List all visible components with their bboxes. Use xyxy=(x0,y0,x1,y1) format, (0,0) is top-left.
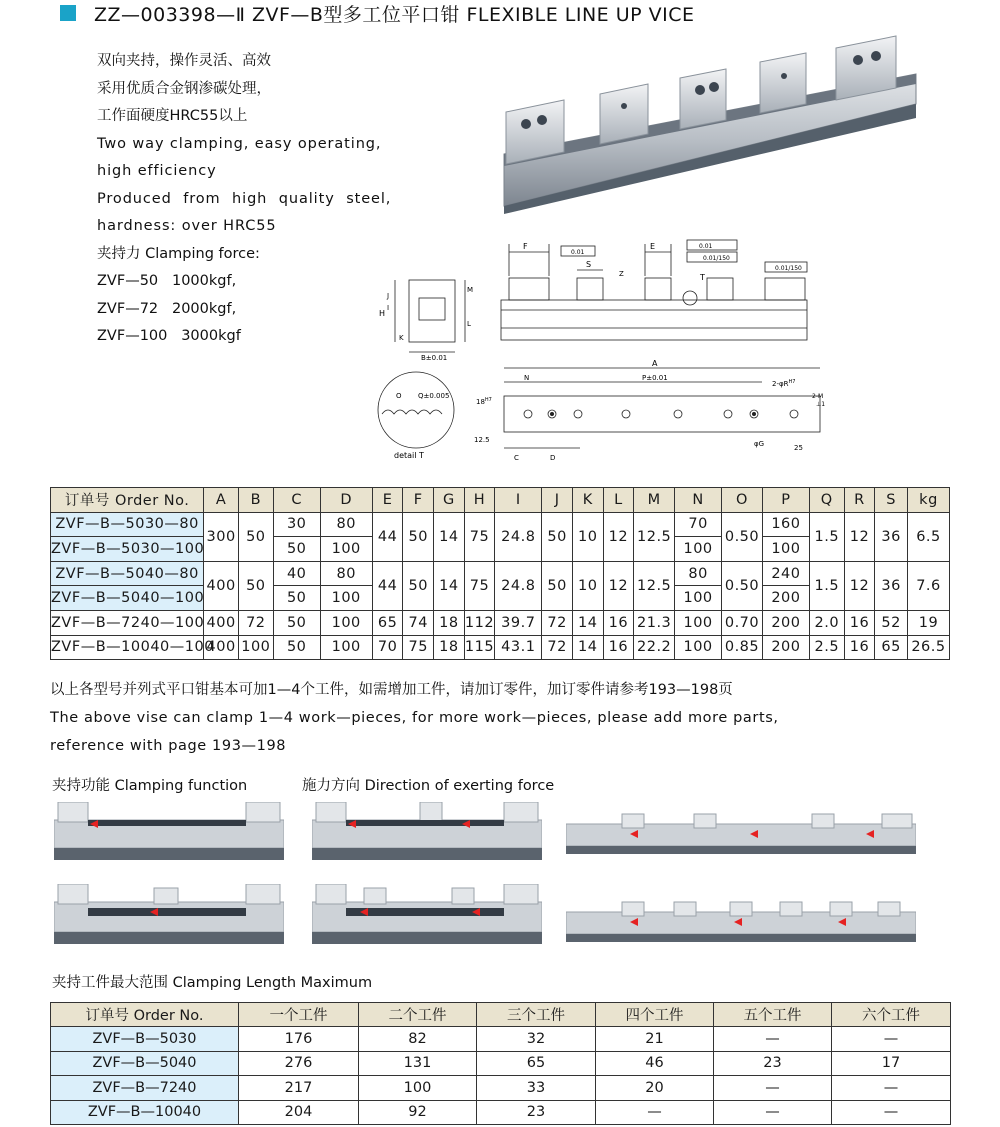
product-photo xyxy=(500,34,920,214)
dim-K: K xyxy=(399,334,404,342)
dim-R: $2-\varphi R^{H7}$ xyxy=(772,379,796,388)
order-cell: ZVF—B—10040—100 xyxy=(51,635,204,660)
cell-H: 75 xyxy=(464,512,495,561)
cell-S: 52 xyxy=(875,610,908,635)
cell-I: 39.7 xyxy=(495,610,542,635)
cell-G: 18 xyxy=(434,635,465,660)
order-cell: ZVF—B—5040—80 xyxy=(51,561,204,586)
range-cell: 92 xyxy=(359,1100,477,1124)
range-header-1: 一个工件 xyxy=(239,1003,359,1027)
cell-C: 40 xyxy=(273,561,320,586)
spec-header-row xyxy=(51,488,950,513)
cell-C: 50 xyxy=(273,635,320,660)
feature-cn-3: 工作面硬度HRC55以上 xyxy=(97,108,248,124)
spec-header-E: E xyxy=(372,488,403,513)
cell-Q: 1.5 xyxy=(809,512,844,561)
force-line-1 xyxy=(97,268,387,296)
table-row xyxy=(51,1027,951,1051)
cell-D: 100 xyxy=(320,586,372,611)
range-cell: 17 xyxy=(832,1051,951,1075)
range-cell: — xyxy=(832,1027,951,1051)
cell-E: 70 xyxy=(372,635,403,660)
force-model-3: ZVF—100 xyxy=(97,328,168,344)
cell-M: 12.5 xyxy=(634,561,675,610)
table-row xyxy=(51,1076,951,1100)
dim-L: L xyxy=(467,320,471,328)
vise-illustration-1 xyxy=(54,802,284,864)
table-row xyxy=(51,1100,951,1124)
cell-F: 50 xyxy=(403,561,434,610)
cell-I: 24.8 xyxy=(495,512,542,561)
dim-T: T xyxy=(700,273,705,282)
force-value-2: 2000kgf, xyxy=(171,300,237,317)
vise-illustration-6 xyxy=(566,898,916,948)
cell-O: 0.50 xyxy=(722,561,763,610)
range-header-6: 六个工件 xyxy=(832,1003,951,1027)
cell-O: 0.50 xyxy=(722,512,763,561)
cell-R: 16 xyxy=(844,635,875,660)
cell-K: 10 xyxy=(572,512,603,561)
spec-header-S: S xyxy=(875,488,908,513)
range-header-3: 三个工件 xyxy=(477,1003,596,1027)
order-cell: ZVF—B—7240 xyxy=(51,1076,239,1100)
dim-N: N xyxy=(524,374,530,382)
cell-P: 200 xyxy=(762,586,809,611)
table-row xyxy=(51,1051,951,1075)
cell-L: 12 xyxy=(603,512,634,561)
cell-P: 240 xyxy=(762,561,809,586)
cell-kg: 26.5 xyxy=(907,635,949,660)
spec-header-D: D xyxy=(320,488,372,513)
dim-F: F xyxy=(523,242,528,251)
cell-N: 100 xyxy=(675,537,722,562)
cell-M: 12.5 xyxy=(634,512,675,561)
dim-E: E xyxy=(650,242,656,251)
cell-Q: 1.5 xyxy=(809,561,844,610)
note-en-2: reference with page 193—198 xyxy=(50,738,287,754)
cell-A: 400 xyxy=(204,561,239,610)
cell-E: 44 xyxy=(372,512,403,561)
tol-2: 0.01 xyxy=(699,243,713,250)
range-header-row xyxy=(51,1003,951,1027)
table-row xyxy=(51,635,950,660)
cell-O: 0.85 xyxy=(722,635,763,660)
cell-S: 36 xyxy=(875,561,908,610)
cell-S: 36 xyxy=(875,512,908,561)
dim-J: J xyxy=(387,292,390,300)
range-cell: 32 xyxy=(477,1027,596,1051)
cell-kg: 19 xyxy=(907,610,949,635)
note-en-1: The above vise can clamp 1—4 work—pieces, for more work—pieces, please add more parts, xyxy=(50,710,779,726)
cell-F: 50 xyxy=(403,512,434,561)
tol-3: 0.01/150 xyxy=(703,255,730,262)
cell-Q: 2.5 xyxy=(809,635,844,660)
range-cell: 46 xyxy=(596,1051,714,1075)
feature-cn-2: 采用优质合金钢渗碳处理， xyxy=(97,80,271,97)
cell-E: 65 xyxy=(372,610,403,635)
range-cell: 65 xyxy=(477,1051,596,1075)
force-line-2 xyxy=(97,296,390,324)
range-header-4: 四个工件 xyxy=(596,1003,714,1027)
cell-E: 44 xyxy=(372,561,403,610)
spec-header-B: B xyxy=(238,488,273,513)
range-cell: — xyxy=(714,1076,832,1100)
range-cell: — xyxy=(832,1076,951,1100)
cell-kg: 7.6 xyxy=(907,561,949,610)
cell-C: 30 xyxy=(273,512,320,537)
order-cell: ZVF—B—5030 xyxy=(51,1027,239,1051)
title-bar xyxy=(60,0,695,26)
cell-B: 72 xyxy=(238,610,273,635)
feature-en-4: hardness: over HRC55 xyxy=(97,218,277,234)
dim-H: H xyxy=(379,309,386,318)
cell-C: 50 xyxy=(273,537,320,562)
order-cell: ZVF—B—5030—100 xyxy=(51,537,204,562)
cell-D: 100 xyxy=(320,635,372,660)
spec-header-R: R xyxy=(844,488,875,513)
cell-G: 14 xyxy=(434,512,465,561)
dim-Q: Q±0.005 xyxy=(418,392,450,400)
cell-D: 100 xyxy=(320,537,372,562)
cell-A: 400 xyxy=(204,635,239,660)
cell-Q: 2.0 xyxy=(809,610,844,635)
order-cell: ZVF—B—5040—100 xyxy=(51,586,204,611)
cell-J: 72 xyxy=(542,610,573,635)
order-cell: ZVF—B—5040 xyxy=(51,1051,239,1075)
cell-A: 400 xyxy=(204,610,239,635)
table-row xyxy=(51,561,950,586)
range-header-5: 五个工件 xyxy=(714,1003,832,1027)
cell-J: 72 xyxy=(542,635,573,660)
feature-cn-1: 双向夹持，操作灵活、高效 xyxy=(97,53,271,69)
cell-kg: 6.5 xyxy=(907,512,949,561)
cell-R: 12 xyxy=(844,512,875,561)
cell-I: 43.1 xyxy=(495,635,542,660)
force-value-1: 1000kgf, xyxy=(171,273,237,289)
clamping-function-label: 夹持功能 Clamping function xyxy=(52,778,248,794)
cell-N: 100 xyxy=(675,586,722,611)
cell-K: 14 xyxy=(572,610,603,635)
force-model-1: ZVF—50 xyxy=(97,273,159,289)
range-cell: 33 xyxy=(477,1076,596,1100)
range-cell: 82 xyxy=(359,1027,477,1051)
spec-header-N: N xyxy=(675,488,722,513)
spec-header-kg: kg xyxy=(907,488,949,513)
dim-S: S xyxy=(586,260,592,269)
cell-A: 300 xyxy=(204,512,239,561)
dim-25: 25 xyxy=(794,444,803,452)
range-cell: 217 xyxy=(239,1076,359,1100)
table-row xyxy=(51,610,950,635)
tol-4: 0.01/150 xyxy=(775,265,802,272)
detail-label: detail T xyxy=(394,451,424,460)
spec-header-L: L xyxy=(603,488,634,513)
cell-C: 50 xyxy=(273,586,320,611)
feature-en-2: high efficiency xyxy=(97,163,217,179)
spec-header-H: H xyxy=(464,488,495,513)
vise-illustration-3 xyxy=(566,812,916,860)
vise-illustration-2 xyxy=(312,802,542,864)
spec-header-P: P xyxy=(762,488,809,513)
range-cell: — xyxy=(832,1100,951,1124)
cell-B: 50 xyxy=(238,512,273,561)
dim-O: O xyxy=(396,392,402,400)
range-table xyxy=(50,1002,951,1125)
dim-G: φG xyxy=(754,440,765,448)
cell-N: 70 xyxy=(675,512,722,537)
cell-L: 16 xyxy=(603,635,634,660)
cell-B: 50 xyxy=(238,561,273,610)
table-row xyxy=(51,512,950,537)
force-line-3 xyxy=(97,323,387,351)
cell-H: 75 xyxy=(464,561,495,610)
tol-1: 0.01 xyxy=(571,249,585,256)
dim-M: M xyxy=(467,286,474,294)
cell-B: 100 xyxy=(238,635,273,660)
range-cell: 204 xyxy=(239,1100,359,1124)
spec-header-Q: Q xyxy=(809,488,844,513)
range-cell: 23 xyxy=(714,1051,832,1075)
dim-12-5: 12.5 xyxy=(474,436,490,444)
cell-F: 75 xyxy=(403,635,434,660)
cell-F: 74 xyxy=(403,610,434,635)
cell-D: 80 xyxy=(320,561,372,586)
range-cell: 176 xyxy=(239,1027,359,1051)
feature-en-3: Produced from high quality steel, xyxy=(97,190,392,207)
notes xyxy=(50,676,779,760)
spec-header-order: 订单号 Order No. xyxy=(51,488,204,513)
cell-P: 160 xyxy=(762,512,809,537)
dim-18: $18^{H7}$ xyxy=(476,397,492,406)
cell-S: 65 xyxy=(875,635,908,660)
spec-header-F: F xyxy=(403,488,434,513)
vise-illustration-5 xyxy=(312,884,542,948)
cell-P: 200 xyxy=(762,610,809,635)
cell-N: 80 xyxy=(675,561,722,586)
dim-B: B±0.01 xyxy=(421,354,448,362)
range-cell: — xyxy=(714,1027,832,1051)
side-view-drawing xyxy=(365,270,475,362)
cell-O: 0.70 xyxy=(722,610,763,635)
range-cell: 21 xyxy=(596,1027,714,1051)
order-cell: ZVF—B—5030—80 xyxy=(51,512,204,537)
spec-header-G: G xyxy=(434,488,465,513)
spec-header-O: O xyxy=(722,488,763,513)
cell-J: 50 xyxy=(542,561,573,610)
range-header-2: 二个工件 xyxy=(359,1003,477,1027)
range-cell: — xyxy=(714,1100,832,1124)
spec-table xyxy=(50,487,950,660)
dim-I: I xyxy=(387,304,390,312)
range-cell: — xyxy=(596,1100,714,1124)
vise-illustration-4 xyxy=(54,884,284,948)
cell-L: 12 xyxy=(603,561,634,610)
range-cell: 100 xyxy=(359,1076,477,1100)
spec-header-C: C xyxy=(273,488,320,513)
spec-header-J: J xyxy=(542,488,573,513)
dim-A: A xyxy=(652,360,658,368)
cell-R: 12 xyxy=(844,561,875,610)
dim-D: D xyxy=(550,454,556,462)
range-cell: 131 xyxy=(359,1051,477,1075)
cell-C: 50 xyxy=(273,610,320,635)
feature-list xyxy=(97,48,392,351)
cell-H: 115 xyxy=(464,635,495,660)
force-value-3: 3000kgf xyxy=(181,328,241,344)
range-cell: 276 xyxy=(239,1051,359,1075)
top-view-drawing xyxy=(472,360,1000,468)
cell-P: 200 xyxy=(762,635,809,660)
cell-I: 24.8 xyxy=(495,561,542,610)
cell-N: 100 xyxy=(675,635,722,660)
spec-header-K: K xyxy=(572,488,603,513)
cell-D: 100 xyxy=(320,610,372,635)
range-title: 夹持工件最大范围 Clamping Length Maximum xyxy=(52,975,373,991)
cell-H: 112 xyxy=(464,610,495,635)
page-title: ZZ—003398—Ⅱ ZVF—B型多工位平口钳 FLEXIBLE LINE UP VICE xyxy=(94,3,695,26)
cell-G: 14 xyxy=(434,561,465,610)
cell-R: 16 xyxy=(844,610,875,635)
spec-header-M: M xyxy=(634,488,675,513)
cell-L: 16 xyxy=(603,610,634,635)
cell-N: 100 xyxy=(675,610,722,635)
cell-K: 14 xyxy=(572,635,603,660)
direction-label: 施力方向 Direction of exerting force xyxy=(302,778,555,794)
cell-J: 50 xyxy=(542,512,573,561)
title-square-icon xyxy=(60,5,76,21)
dim-M-depth: ⊥1 xyxy=(816,401,826,408)
dim-M-label: 2-M xyxy=(812,393,824,400)
range-cell: 23 xyxy=(477,1100,596,1124)
dim-Z: Z xyxy=(619,270,624,278)
force-model-2: ZVF—72 xyxy=(97,300,159,317)
cell-M: 21.3 xyxy=(634,610,675,635)
cell-M: 22.2 xyxy=(634,635,675,660)
feature-en-1: Two way clamping, easy operating, xyxy=(97,135,382,152)
order-cell: ZVF—B—7240—100 xyxy=(51,610,204,635)
dim-P: P±0.01 xyxy=(642,374,668,382)
range-cell: 20 xyxy=(596,1076,714,1100)
order-cell: ZVF—B—10040 xyxy=(51,1100,239,1124)
cell-K: 10 xyxy=(572,561,603,610)
spec-header-A: A xyxy=(204,488,239,513)
dim-C: C xyxy=(514,454,519,462)
cell-P: 100 xyxy=(762,537,809,562)
range-header-order: 订单号 Order No. xyxy=(51,1003,239,1027)
cell-D: 80 xyxy=(320,512,372,537)
spec-header-I: I xyxy=(495,488,542,513)
detail-drawing xyxy=(368,368,468,460)
note-cn: 以上各型号并列式平口钳基本可加1—4个工件，如需增加工件，请加订零件，加订零件请参考193—198页 xyxy=(50,682,733,698)
front-view-drawing xyxy=(495,236,815,354)
force-title: 夹持力 Clamping force: xyxy=(97,245,260,262)
cell-G: 18 xyxy=(434,610,465,635)
